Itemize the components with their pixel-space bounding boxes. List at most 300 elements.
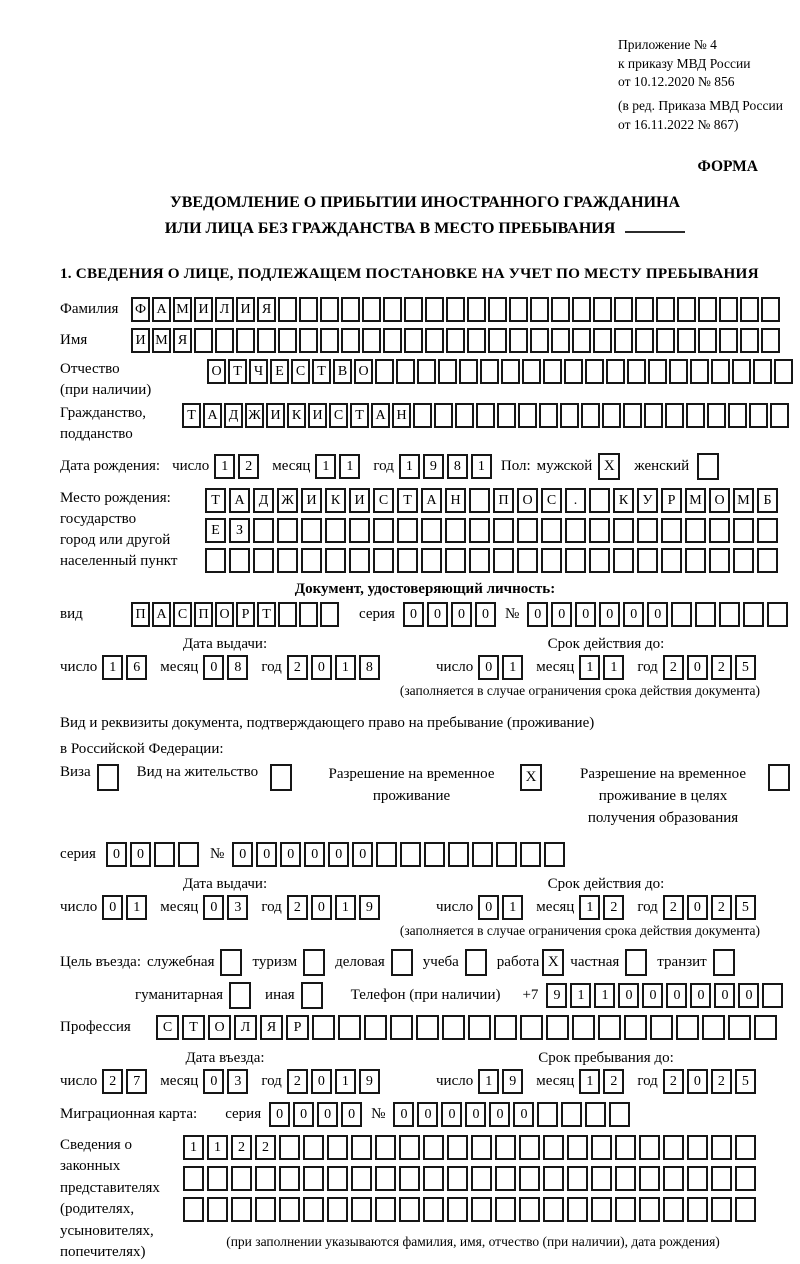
char-cell[interactable]: Т: [182, 403, 201, 428]
char-cell[interactable]: [754, 1015, 777, 1040]
char-cell[interactable]: [327, 1166, 348, 1191]
char-cell[interactable]: 1: [579, 1069, 600, 1094]
char-cell[interactable]: 1: [471, 454, 492, 479]
char-cell[interactable]: [624, 1015, 647, 1040]
char-cell[interactable]: [753, 359, 772, 384]
char-cell[interactable]: 0: [478, 895, 499, 920]
char-cell[interactable]: [774, 359, 793, 384]
char-cell[interactable]: [325, 548, 346, 573]
char-cell[interactable]: 0: [203, 655, 224, 680]
char-cell[interactable]: [639, 1197, 660, 1222]
char-cell[interactable]: В: [333, 359, 352, 384]
char-cell[interactable]: С: [173, 602, 192, 627]
char-cell[interactable]: [423, 1197, 444, 1222]
char-cell[interactable]: [277, 518, 298, 543]
char-cell[interactable]: [609, 1102, 630, 1127]
char-cell[interactable]: 0: [666, 983, 687, 1008]
char-cell[interactable]: [740, 297, 759, 322]
char-cell[interactable]: А: [229, 488, 250, 513]
char-cell[interactable]: 0: [527, 602, 548, 627]
char-cell[interactable]: 6: [126, 655, 147, 680]
char-cell[interactable]: 0: [427, 602, 448, 627]
char-cell[interactable]: 0: [130, 842, 151, 867]
char-cell[interactable]: [493, 548, 514, 573]
char-cell[interactable]: [661, 518, 682, 543]
char-cell[interactable]: 0: [232, 842, 253, 867]
char-cell[interactable]: Т: [205, 488, 226, 513]
char-cell[interactable]: [399, 1166, 420, 1191]
char-cell[interactable]: 1: [603, 655, 624, 680]
char-cell[interactable]: [614, 328, 633, 353]
char-cell[interactable]: 2: [287, 895, 308, 920]
char-cell[interactable]: [253, 518, 274, 543]
char-cell[interactable]: 0: [311, 1069, 332, 1094]
char-cell[interactable]: 2: [287, 1069, 308, 1094]
char-cell[interactable]: 7: [126, 1069, 147, 1094]
char-cell[interactable]: 2: [603, 1069, 624, 1094]
char-cell[interactable]: [467, 328, 486, 353]
char-cell[interactable]: 0: [203, 895, 224, 920]
char-cell[interactable]: [709, 518, 730, 543]
char-cell[interactable]: О: [517, 488, 538, 513]
char-cell[interactable]: 8: [227, 655, 248, 680]
char-cell[interactable]: 5: [735, 895, 756, 920]
char-cell[interactable]: [509, 328, 528, 353]
char-cell[interactable]: [231, 1166, 252, 1191]
char-cell[interactable]: [253, 548, 274, 573]
char-cell[interactable]: [279, 1197, 300, 1222]
char-cell[interactable]: А: [152, 602, 171, 627]
char-cell[interactable]: [615, 1197, 636, 1222]
char-cell[interactable]: [687, 1197, 708, 1222]
char-cell[interactable]: [593, 328, 612, 353]
char-cell[interactable]: Т: [397, 488, 418, 513]
char-cell[interactable]: Н: [392, 403, 411, 428]
char-cell[interactable]: 2: [663, 1069, 684, 1094]
char-cell[interactable]: 1: [594, 983, 615, 1008]
char-cell[interactable]: 0: [280, 842, 301, 867]
char-cell[interactable]: 1: [579, 655, 600, 680]
char-cell[interactable]: [698, 328, 717, 353]
char-cell[interactable]: [767, 602, 788, 627]
char-cell[interactable]: [497, 403, 516, 428]
char-cell[interactable]: [404, 297, 423, 322]
char-cell[interactable]: [320, 297, 339, 322]
char-cell[interactable]: [236, 328, 255, 353]
char-cell[interactable]: 0: [102, 895, 123, 920]
char-cell[interactable]: [572, 328, 591, 353]
char-cell[interactable]: [255, 1197, 276, 1222]
char-cell[interactable]: [469, 488, 490, 513]
char-cell[interactable]: [469, 518, 490, 543]
char-cell[interactable]: [299, 328, 318, 353]
char-cell[interactable]: [530, 328, 549, 353]
char-cell[interactable]: [278, 328, 297, 353]
char-cell[interactable]: [351, 1197, 372, 1222]
char-cell[interactable]: 2: [663, 895, 684, 920]
char-cell[interactable]: 0: [293, 1102, 314, 1127]
char-cell[interactable]: [639, 1135, 660, 1160]
char-cell[interactable]: 3: [227, 895, 248, 920]
char-cell[interactable]: П: [131, 602, 150, 627]
char-cell[interactable]: [341, 297, 360, 322]
char-cell[interactable]: [663, 1135, 684, 1160]
char-cell[interactable]: [685, 518, 706, 543]
char-cell[interactable]: [762, 983, 783, 1008]
char-cell[interactable]: [257, 328, 276, 353]
char-cell[interactable]: С: [373, 488, 394, 513]
char-cell[interactable]: 1: [335, 655, 356, 680]
char-cell[interactable]: [572, 1015, 595, 1040]
char-cell[interactable]: [602, 403, 621, 428]
char-cell[interactable]: [543, 1197, 564, 1222]
char-cell[interactable]: [719, 328, 738, 353]
char-cell[interactable]: [581, 403, 600, 428]
char-cell[interactable]: [591, 1135, 612, 1160]
char-cell[interactable]: [472, 842, 493, 867]
char-cell[interactable]: [375, 359, 394, 384]
char-cell[interactable]: [623, 403, 642, 428]
char-cell[interactable]: 0: [647, 602, 668, 627]
char-cell[interactable]: [719, 297, 738, 322]
char-cell[interactable]: [677, 297, 696, 322]
char-cell[interactable]: Т: [257, 602, 276, 627]
char-cell[interactable]: И: [194, 297, 213, 322]
char-cell[interactable]: [495, 1166, 516, 1191]
char-cell[interactable]: [567, 1197, 588, 1222]
char-cell[interactable]: 0: [304, 842, 325, 867]
purpose-commercial-checkbox[interactable]: [391, 949, 413, 976]
char-cell[interactable]: 0: [106, 842, 127, 867]
char-cell[interactable]: [509, 297, 528, 322]
purpose-study-checkbox[interactable]: [465, 949, 487, 976]
char-cell[interactable]: [421, 548, 442, 573]
char-cell[interactable]: [733, 548, 754, 573]
char-cell[interactable]: [279, 1166, 300, 1191]
char-cell[interactable]: [663, 1166, 684, 1191]
char-cell[interactable]: 0: [475, 602, 496, 627]
char-cell[interactable]: [400, 842, 421, 867]
char-cell[interactable]: 0: [623, 602, 644, 627]
char-cell[interactable]: С: [541, 488, 562, 513]
char-cell[interactable]: И: [301, 488, 322, 513]
char-cell[interactable]: 1: [399, 454, 420, 479]
char-cell[interactable]: 0: [642, 983, 663, 1008]
char-cell[interactable]: О: [354, 359, 373, 384]
char-cell[interactable]: 0: [311, 655, 332, 680]
char-cell[interactable]: [770, 403, 789, 428]
char-cell[interactable]: 1: [570, 983, 591, 1008]
char-cell[interactable]: [687, 1135, 708, 1160]
char-cell[interactable]: [303, 1166, 324, 1191]
char-cell[interactable]: [154, 842, 175, 867]
char-cell[interactable]: [656, 328, 675, 353]
char-cell[interactable]: [614, 297, 633, 322]
char-cell[interactable]: [519, 1135, 540, 1160]
char-cell[interactable]: 1: [579, 895, 600, 920]
char-cell[interactable]: [438, 359, 457, 384]
char-cell[interactable]: М: [733, 488, 754, 513]
char-cell[interactable]: [757, 518, 778, 543]
char-cell[interactable]: [301, 548, 322, 573]
char-cell[interactable]: [541, 548, 562, 573]
char-cell[interactable]: [423, 1166, 444, 1191]
char-cell[interactable]: И: [236, 297, 255, 322]
char-cell[interactable]: 0: [317, 1102, 338, 1127]
purpose-humanitarian-checkbox[interactable]: [229, 982, 251, 1009]
char-cell[interactable]: С: [156, 1015, 179, 1040]
char-cell[interactable]: [567, 1135, 588, 1160]
char-cell[interactable]: 0: [513, 1102, 534, 1127]
char-cell[interactable]: Д: [224, 403, 243, 428]
char-cell[interactable]: [459, 359, 478, 384]
char-cell[interactable]: [399, 1135, 420, 1160]
char-cell[interactable]: [520, 1015, 543, 1040]
char-cell[interactable]: М: [152, 328, 171, 353]
char-cell[interactable]: 9: [359, 895, 380, 920]
char-cell[interactable]: З: [229, 518, 250, 543]
purpose-business-checkbox[interactable]: [220, 949, 242, 976]
char-cell[interactable]: [613, 518, 634, 543]
char-cell[interactable]: [447, 1197, 468, 1222]
char-cell[interactable]: [320, 602, 339, 627]
char-cell[interactable]: [349, 518, 370, 543]
char-cell[interactable]: [469, 548, 490, 573]
char-cell[interactable]: А: [421, 488, 442, 513]
purpose-private-checkbox[interactable]: [625, 949, 647, 976]
char-cell[interactable]: 0: [393, 1102, 414, 1127]
char-cell[interactable]: [589, 548, 610, 573]
char-cell[interactable]: [399, 1197, 420, 1222]
char-cell[interactable]: [488, 297, 507, 322]
char-cell[interactable]: [183, 1197, 204, 1222]
char-cell[interactable]: Н: [445, 488, 466, 513]
char-cell[interactable]: [299, 297, 318, 322]
char-cell[interactable]: 2: [663, 655, 684, 680]
char-cell[interactable]: [757, 548, 778, 573]
purpose-tourism-checkbox[interactable]: [303, 949, 325, 976]
char-cell[interactable]: [373, 518, 394, 543]
char-cell[interactable]: 2: [255, 1135, 276, 1160]
char-cell[interactable]: [522, 359, 541, 384]
char-cell[interactable]: 1: [183, 1135, 204, 1160]
char-cell[interactable]: Т: [350, 403, 369, 428]
char-cell[interactable]: 8: [447, 454, 468, 479]
char-cell[interactable]: [551, 297, 570, 322]
char-cell[interactable]: [278, 297, 297, 322]
char-cell[interactable]: [593, 297, 612, 322]
char-cell[interactable]: 9: [359, 1069, 380, 1094]
char-cell[interactable]: [231, 1197, 252, 1222]
char-cell[interactable]: 3: [227, 1069, 248, 1094]
char-cell[interactable]: [707, 403, 726, 428]
char-cell[interactable]: [341, 328, 360, 353]
char-cell[interactable]: [229, 548, 250, 573]
char-cell[interactable]: [397, 548, 418, 573]
char-cell[interactable]: 0: [714, 983, 735, 1008]
char-cell[interactable]: [448, 842, 469, 867]
char-cell[interactable]: 1: [478, 1069, 499, 1094]
char-cell[interactable]: [480, 359, 499, 384]
char-cell[interactable]: 9: [423, 454, 444, 479]
temp-residence-education-checkbox[interactable]: [768, 764, 790, 791]
char-cell[interactable]: [299, 602, 318, 627]
char-cell[interactable]: Р: [661, 488, 682, 513]
char-cell[interactable]: [637, 518, 658, 543]
char-cell[interactable]: [303, 1197, 324, 1222]
char-cell[interactable]: 0: [403, 602, 424, 627]
residence-permit-checkbox[interactable]: [270, 764, 292, 791]
char-cell[interactable]: 0: [352, 842, 373, 867]
char-cell[interactable]: О: [207, 359, 226, 384]
char-cell[interactable]: О: [709, 488, 730, 513]
char-cell[interactable]: 1: [126, 895, 147, 920]
char-cell[interactable]: [615, 1135, 636, 1160]
char-cell[interactable]: 0: [687, 895, 708, 920]
char-cell[interactable]: [390, 1015, 413, 1040]
char-cell[interactable]: 2: [287, 655, 308, 680]
char-cell[interactable]: [591, 1166, 612, 1191]
char-cell[interactable]: [520, 842, 541, 867]
char-cell[interactable]: [362, 297, 381, 322]
visa-checkbox[interactable]: [97, 764, 119, 791]
char-cell[interactable]: [735, 1135, 756, 1160]
char-cell[interactable]: [711, 359, 730, 384]
purpose-work-checkbox[interactable]: X: [542, 949, 564, 976]
char-cell[interactable]: 0: [738, 983, 759, 1008]
char-cell[interactable]: 1: [335, 1069, 356, 1094]
char-cell[interactable]: [375, 1166, 396, 1191]
char-cell[interactable]: [413, 403, 432, 428]
char-cell[interactable]: [650, 1015, 673, 1040]
char-cell[interactable]: Я: [260, 1015, 283, 1040]
char-cell[interactable]: 0: [451, 602, 472, 627]
char-cell[interactable]: [442, 1015, 465, 1040]
char-cell[interactable]: [255, 1166, 276, 1191]
char-cell[interactable]: 0: [687, 655, 708, 680]
char-cell[interactable]: 2: [711, 655, 732, 680]
char-cell[interactable]: [561, 1102, 582, 1127]
char-cell[interactable]: [476, 403, 495, 428]
char-cell[interactable]: [351, 1166, 372, 1191]
char-cell[interactable]: 0: [269, 1102, 290, 1127]
char-cell[interactable]: О: [215, 602, 234, 627]
char-cell[interactable]: [539, 403, 558, 428]
char-cell[interactable]: [544, 842, 565, 867]
char-cell[interactable]: [690, 359, 709, 384]
char-cell[interactable]: К: [613, 488, 634, 513]
char-cell[interactable]: Ж: [245, 403, 264, 428]
char-cell[interactable]: 0: [489, 1102, 510, 1127]
sex-male-checkbox[interactable]: X: [598, 453, 620, 480]
char-cell[interactable]: [183, 1166, 204, 1191]
char-cell[interactable]: И: [266, 403, 285, 428]
char-cell[interactable]: М: [173, 297, 192, 322]
temp-residence-checkbox[interactable]: X: [520, 764, 542, 791]
char-cell[interactable]: [711, 1197, 732, 1222]
char-cell[interactable]: [178, 842, 199, 867]
char-cell[interactable]: [496, 842, 517, 867]
char-cell[interactable]: [362, 328, 381, 353]
char-cell[interactable]: 1: [339, 454, 360, 479]
char-cell[interactable]: [585, 1102, 606, 1127]
char-cell[interactable]: [560, 403, 579, 428]
char-cell[interactable]: М: [685, 488, 706, 513]
char-cell[interactable]: [761, 297, 780, 322]
char-cell[interactable]: [376, 842, 397, 867]
char-cell[interactable]: [606, 359, 625, 384]
char-cell[interactable]: [338, 1015, 361, 1040]
char-cell[interactable]: Л: [215, 297, 234, 322]
char-cell[interactable]: [665, 403, 684, 428]
char-cell[interactable]: [364, 1015, 387, 1040]
char-cell[interactable]: 0: [478, 655, 499, 680]
char-cell[interactable]: [495, 1135, 516, 1160]
char-cell[interactable]: 0: [465, 1102, 486, 1127]
purpose-transit-checkbox[interactable]: [713, 949, 735, 976]
char-cell[interactable]: [698, 297, 717, 322]
char-cell[interactable]: [711, 1166, 732, 1191]
char-cell[interactable]: 0: [441, 1102, 462, 1127]
char-cell[interactable]: [471, 1166, 492, 1191]
char-cell[interactable]: [205, 548, 226, 573]
char-cell[interactable]: [565, 518, 586, 543]
char-cell[interactable]: [215, 328, 234, 353]
char-cell[interactable]: 9: [502, 1069, 523, 1094]
char-cell[interactable]: А: [152, 297, 171, 322]
char-cell[interactable]: 0: [599, 602, 620, 627]
char-cell[interactable]: [471, 1197, 492, 1222]
char-cell[interactable]: 0: [618, 983, 639, 1008]
char-cell[interactable]: С: [329, 403, 348, 428]
char-cell[interactable]: [537, 1102, 558, 1127]
char-cell[interactable]: [396, 359, 415, 384]
char-cell[interactable]: 1: [207, 1135, 228, 1160]
char-cell[interactable]: [686, 403, 705, 428]
char-cell[interactable]: А: [371, 403, 390, 428]
char-cell[interactable]: [519, 1197, 540, 1222]
char-cell[interactable]: К: [287, 403, 306, 428]
char-cell[interactable]: [495, 1197, 516, 1222]
char-cell[interactable]: 0: [575, 602, 596, 627]
char-cell[interactable]: [564, 359, 583, 384]
char-cell[interactable]: [424, 842, 445, 867]
char-cell[interactable]: А: [203, 403, 222, 428]
char-cell[interactable]: [639, 1166, 660, 1191]
char-cell[interactable]: 0: [551, 602, 572, 627]
char-cell[interactable]: [709, 548, 730, 573]
char-cell[interactable]: [278, 602, 297, 627]
char-cell[interactable]: [488, 328, 507, 353]
char-cell[interactable]: 1: [102, 655, 123, 680]
char-cell[interactable]: [572, 297, 591, 322]
char-cell[interactable]: Е: [205, 518, 226, 543]
char-cell[interactable]: [383, 297, 402, 322]
char-cell[interactable]: [312, 1015, 335, 1040]
char-cell[interactable]: [421, 518, 442, 543]
char-cell[interactable]: 2: [102, 1069, 123, 1094]
char-cell[interactable]: [349, 548, 370, 573]
char-cell[interactable]: [416, 1015, 439, 1040]
char-cell[interactable]: [467, 297, 486, 322]
char-cell[interactable]: [301, 518, 322, 543]
char-cell[interactable]: 0: [417, 1102, 438, 1127]
char-cell[interactable]: [494, 1015, 517, 1040]
char-cell[interactable]: [455, 403, 474, 428]
char-cell[interactable]: [327, 1135, 348, 1160]
char-cell[interactable]: Т: [228, 359, 247, 384]
char-cell[interactable]: [417, 359, 436, 384]
